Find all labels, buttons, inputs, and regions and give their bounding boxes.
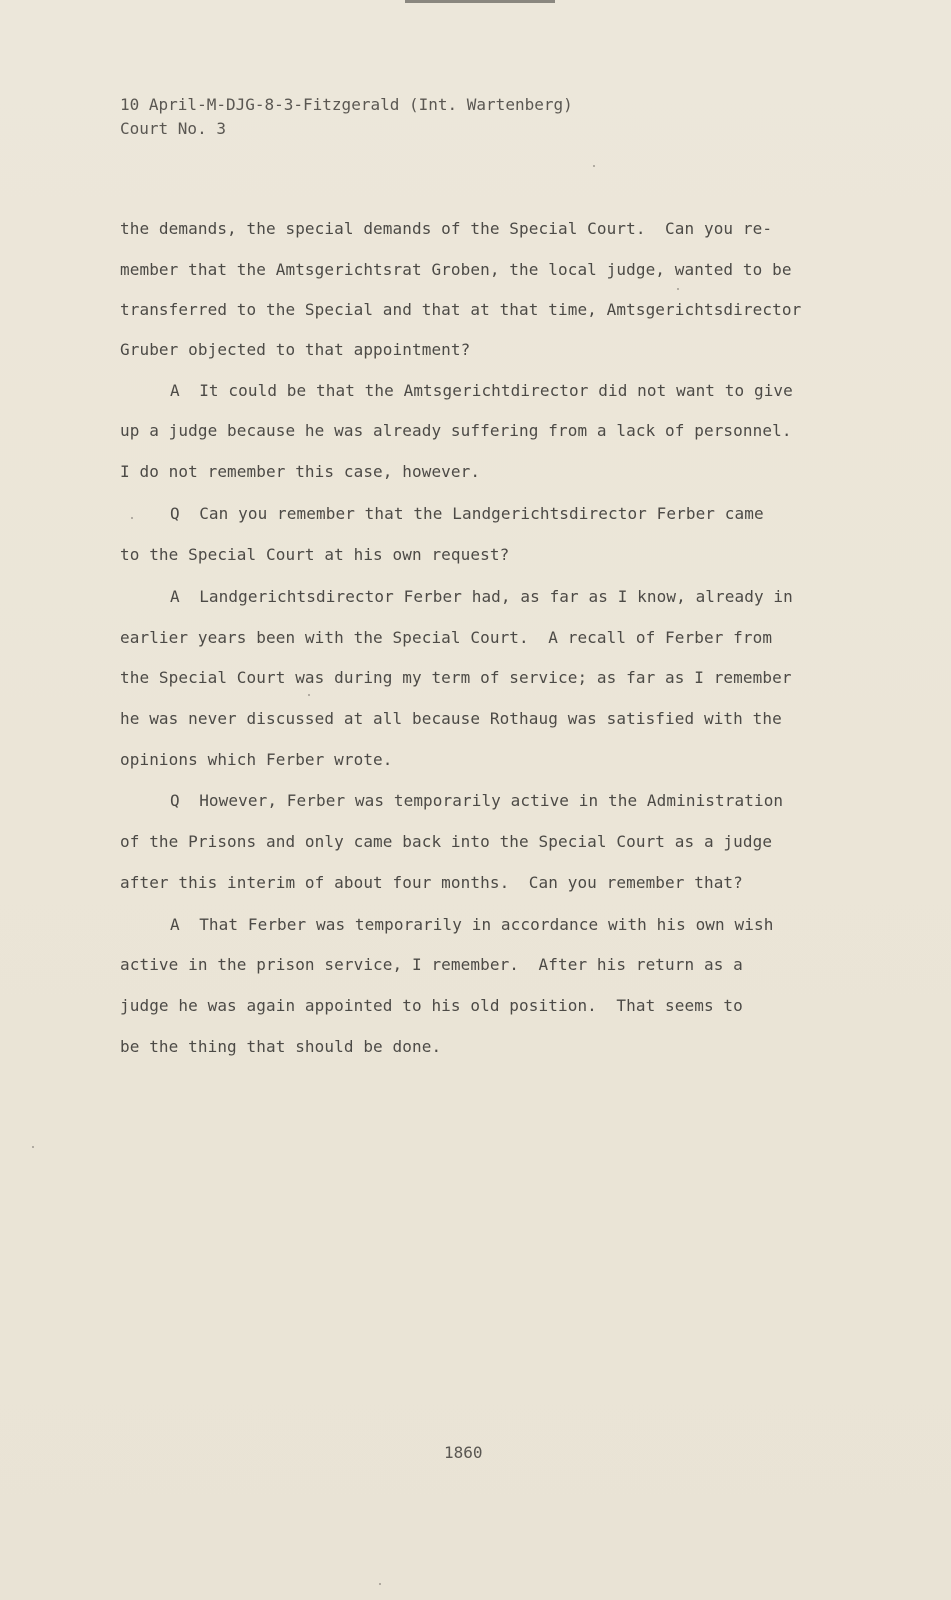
paper-speck <box>308 694 310 696</box>
transcript-line: I do not remember this case, however. <box>120 462 481 481</box>
header-court-line: Court No. 3 <box>120 119 226 138</box>
transcript-line: Q Can you remember that the Landgerichtsdirector Ferber came <box>170 504 764 523</box>
paper-speck <box>32 1146 34 1148</box>
transcript-line: after this interim of about four months. Can you remember that? <box>120 873 743 892</box>
page-number: 1860 <box>444 1443 483 1462</box>
transcript-line: A That Ferber was temporarily in accordance with his own wish <box>170 915 774 934</box>
transcript-line: member that the Amtsgerichtsrat Groben, the local judge, wanted to be <box>120 260 792 279</box>
paper-speck <box>677 288 679 290</box>
transcript-line: active in the prison service, I remember. After his return as a <box>120 955 743 974</box>
transcript-line: A Landgerichtsdirector Ferber had, as far as I know, already in <box>170 587 793 606</box>
transcript-line: opinions which Ferber wrote. <box>120 750 393 769</box>
transcript-line: up a judge because he was already suffering from a lack of personnel. <box>120 421 792 440</box>
transcript-line: be the thing that should be done. <box>120 1037 442 1056</box>
header-case-line: 10 April-M-DJG-8-3-Fitzgerald (Int. Wartenberg) <box>120 95 573 114</box>
transcript-line: the demands, the special demands of the Special Court. Can you re- <box>120 219 773 238</box>
transcript-line: A It could be that the Amtsgerichtdirector did not want to give <box>170 381 793 400</box>
transcript-line: earlier years been with the Special Court. A recall of Ferber from <box>120 628 773 647</box>
transcript-line: to the Special Court at his own request? <box>120 545 510 564</box>
paper-speck <box>131 517 133 519</box>
transcript-line: the Special Court was during my term of service; as far as I remember <box>120 668 792 687</box>
transcript-line: of the Prisons and only came back into the Special Court as a judge <box>120 832 773 851</box>
transcript-line: judge he was again appointed to his old position. That seems to <box>120 996 743 1015</box>
transcript-line: transferred to the Special and that at that time, Amtsgerichtsdirector <box>120 300 802 319</box>
paper-speck <box>593 165 595 167</box>
transcript-line: he was never discussed at all because Rothaug was satisfied with the <box>120 709 782 728</box>
transcript-line: Gruber objected to that appointment? <box>120 340 471 359</box>
transcript-line: Q However, Ferber was temporarily active in the Administration <box>170 791 784 810</box>
paper-speck <box>379 1583 381 1585</box>
